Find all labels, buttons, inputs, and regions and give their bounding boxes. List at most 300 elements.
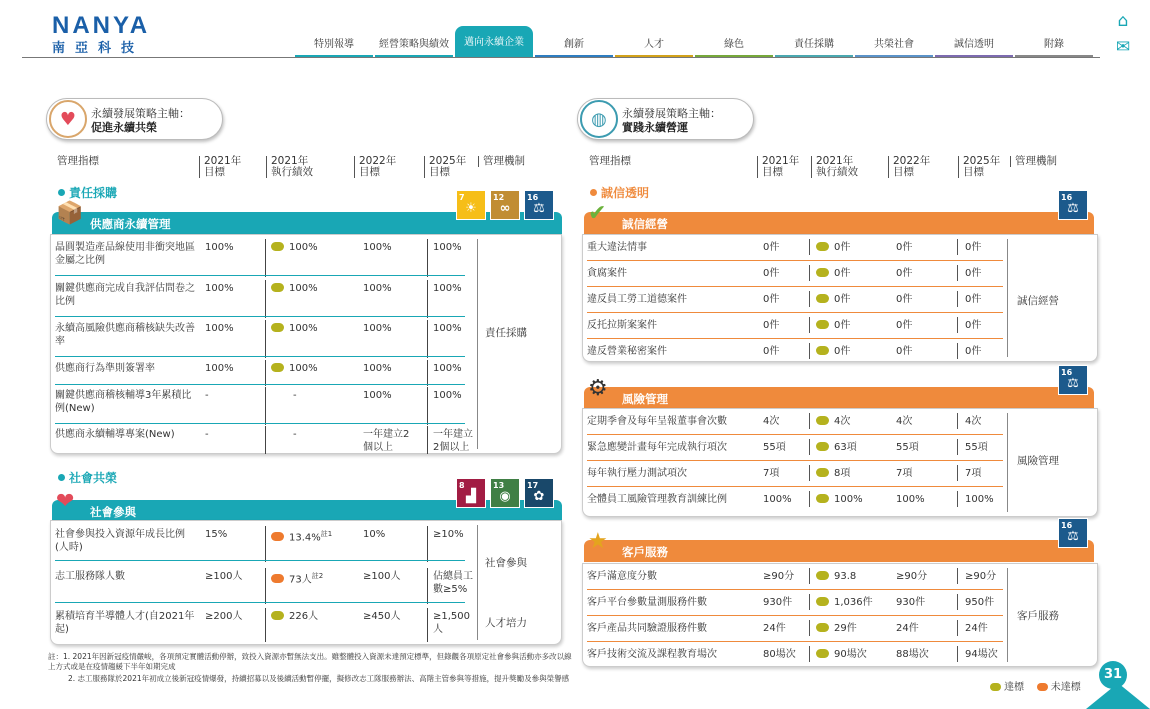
star-icon: ★ — [588, 529, 608, 554]
sdg-16-icon — [1058, 518, 1088, 548]
performance-2021 — [816, 493, 863, 506]
sdg-symbol-icon: ⚖ — [1067, 376, 1079, 391]
mechanism-label: 誠信經營 — [1017, 295, 1059, 307]
metric-name: 違反員工勞工道德案件 — [587, 294, 687, 305]
target-2022: 100% — [363, 390, 392, 401]
sdg-symbol-icon: ☀ — [465, 201, 477, 216]
sdg-number: 16 — [1061, 521, 1073, 530]
target-2022: 4次 — [896, 416, 913, 427]
table-row — [583, 267, 1013, 291]
metric-name: 緊急應變計畫每年完成執行項次 — [587, 442, 727, 453]
column-divider — [809, 265, 810, 281]
target-2025: ≥1,500人 — [433, 611, 471, 635]
performance-value: 73人 — [289, 574, 312, 586]
performance-value: 0件 — [834, 294, 851, 305]
nav-tab-8[interactable]: 誠信透明 — [935, 30, 1013, 58]
section-bar — [584, 201, 1094, 234]
metric-name: 志工服務隊人數 — [55, 571, 125, 582]
performance-value: 63項 — [834, 442, 857, 453]
performance-value: 100% — [289, 323, 318, 334]
column-header-4: 2025年 目標 — [958, 156, 1000, 178]
metric-name: 晶圓製造產品線使用非衝突地區金屬之比例 — [55, 242, 195, 266]
category-dot-icon — [58, 189, 65, 196]
mechanism-label: 社會參與 — [485, 557, 527, 569]
table-row — [583, 441, 1013, 465]
met-dot-icon — [816, 571, 829, 580]
column-divider — [957, 491, 958, 507]
category-title: 社會共榮 — [69, 471, 118, 485]
performance-2021 — [816, 441, 857, 454]
shield-check-icon: ✔ — [588, 201, 607, 226]
row-divider — [55, 356, 465, 357]
nav-tab-0[interactable]: 特別報導 — [295, 30, 373, 58]
column-divider — [957, 239, 958, 255]
row-divider — [587, 338, 1003, 339]
metric-name: 貪腐案件 — [587, 268, 627, 279]
globe-icon: ◍ — [580, 100, 618, 138]
header-divider — [22, 57, 1100, 58]
column-divider — [265, 526, 266, 562]
footnote-2: 2. 志工服務隊於2021年初成立後新冠疫情爆發，持續招募以及後續活動暫停擺，擬修改志工隊服務辦法、高階主管參與等措施，提升獎勵及參與榮譽感 — [68, 674, 570, 683]
target-2022: ≥100人 — [363, 571, 401, 582]
row-divider — [55, 602, 465, 603]
performance-value: 0件 — [834, 242, 851, 253]
column-divider — [427, 360, 428, 386]
met-dot-icon — [816, 346, 829, 355]
nav-tab-1[interactable]: 經營策略與績效 — [375, 30, 453, 58]
legend-unmet: 未達標 — [1050, 682, 1081, 693]
table-row — [583, 467, 1013, 491]
table-row — [51, 362, 481, 390]
column-header-1: 2021年 目標 — [757, 156, 799, 178]
pill-title: 實踐永續營運 — [622, 121, 688, 134]
target-2022: 24件 — [896, 623, 919, 634]
met-dot-icon — [816, 494, 829, 503]
mechanism-divider — [1007, 239, 1008, 357]
sdg-symbol-icon: ∞ — [499, 201, 511, 216]
row-divider — [587, 286, 1003, 287]
column-divider — [427, 568, 428, 604]
sdg-7-icon — [456, 190, 486, 220]
performance-2021 — [271, 570, 323, 586]
performance-2021 — [271, 241, 318, 254]
met-dot-icon — [816, 242, 829, 251]
table-row — [51, 610, 481, 646]
column-header-3: 2022年 目標 — [888, 156, 930, 178]
target-2025: 0件 — [965, 294, 982, 305]
target-2021: ≥200人 — [205, 611, 243, 622]
strategy-pill-left — [46, 98, 223, 140]
target-2022: 0件 — [896, 268, 913, 279]
target-2021: ≥100人 — [205, 571, 243, 582]
target-2025: 94場次 — [965, 649, 998, 660]
column-header-5: 管理機制 — [1010, 156, 1057, 167]
column-divider — [809, 568, 810, 584]
metric-name: 定期季會及每年呈報董事會次數 — [587, 416, 727, 427]
row-divider — [587, 312, 1003, 313]
table-row — [51, 428, 481, 458]
target-2025: 100% — [965, 494, 994, 505]
met-dot-icon — [816, 468, 829, 477]
table-row — [583, 570, 1013, 594]
home-icon[interactable]: ⌂ — [1117, 11, 1129, 31]
column-header-5: 管理機制 — [478, 156, 525, 167]
column-divider — [957, 594, 958, 610]
mechanism-divider — [1007, 413, 1008, 512]
metrics-table — [582, 408, 1098, 517]
gear-icon: ⚙ — [588, 376, 608, 401]
performance-value: 100% — [289, 242, 318, 253]
metric-name: 關鍵供應商稽核輔導3年累積比例(New) — [55, 390, 192, 414]
performance-2021 — [816, 267, 850, 280]
target-2022: 0件 — [896, 346, 913, 357]
metric-name: 供應商行為準則簽署率 — [55, 363, 155, 374]
target-2021: 0件 — [763, 268, 780, 279]
nav-tab-5[interactable]: 綠色 — [695, 30, 773, 58]
target-2022: 一年建立2個以上 — [363, 429, 410, 453]
target-2021: 0件 — [763, 320, 780, 331]
sdg-symbol-icon: ✿ — [533, 489, 545, 504]
pill-label: 永續發展策略主軸： — [91, 107, 190, 120]
sdg-8-icon — [456, 478, 486, 508]
target-2021: 100% — [205, 283, 234, 294]
column-divider — [427, 387, 428, 425]
column-divider — [427, 280, 428, 318]
category-heading — [590, 184, 649, 201]
column-divider — [265, 360, 266, 386]
performance-value: 4次 — [834, 416, 851, 427]
target-2021: 100% — [205, 323, 234, 334]
category-heading — [58, 184, 117, 201]
unmet-dot-icon — [1037, 683, 1048, 691]
met-dot-icon — [816, 597, 829, 606]
performance-2021 — [816, 319, 850, 332]
row-divider — [587, 486, 1003, 487]
row-divider — [55, 384, 465, 385]
met-dot-icon — [990, 683, 1001, 691]
column-divider — [427, 426, 428, 454]
sdg-symbol-icon: ◉ — [499, 489, 511, 504]
column-divider — [957, 465, 958, 481]
mechanism-label: 風險管理 — [1017, 455, 1059, 467]
column-divider — [265, 608, 266, 642]
pill-title: 促進永續共榮 — [91, 121, 157, 134]
performance-2021 — [271, 528, 332, 544]
metric-name: 永續高風險供應商稽核缺失改善率 — [55, 323, 195, 347]
column-divider — [265, 239, 266, 277]
target-2021: 0件 — [763, 294, 780, 305]
performance-2021 — [816, 415, 850, 428]
sdg-number: 7 — [459, 193, 465, 202]
column-divider — [957, 413, 958, 429]
target-2022: ≥450人 — [363, 611, 401, 622]
metric-name: 客戶平台參數量測服務件數 — [587, 597, 707, 608]
strategy-pill-right — [577, 98, 754, 140]
company-logo[interactable] — [52, 14, 150, 56]
performance-2021 — [816, 596, 873, 609]
row-divider — [587, 460, 1003, 461]
row-divider — [587, 641, 1003, 642]
table-row — [583, 345, 1013, 369]
metric-name: 反托拉斯案案件 — [587, 320, 657, 331]
logo-subtitle: 南亞科技 — [52, 41, 145, 56]
sdg-16-icon — [1058, 190, 1088, 220]
metric-name: 供應商永續輔導專案(New) — [55, 429, 175, 440]
row-divider — [587, 434, 1003, 435]
metric-name: 關鍵供應商完成自我評估問卷之比例 — [55, 283, 195, 307]
column-divider — [427, 320, 428, 358]
performance-2021 — [816, 648, 867, 661]
performance-2021 — [271, 322, 318, 335]
footnote-1: 註：1. 2021年因新冠疫情嚴峻，各項預定實體活動停辦，致投入資源亦暫無法支出。雖整體投入資源未達預定標準，但錄觀各項原定社會參與活動亦多改以線上方式或是在疫情趨緩下半年如期完成 — [48, 652, 572, 671]
nav-tab-9[interactable]: 附錄 — [1015, 30, 1093, 58]
footnote-ref: 註2 — [311, 572, 324, 580]
column-header-2: 2021年 執行績效 — [811, 156, 858, 178]
row-divider — [55, 560, 465, 561]
met-dot-icon — [271, 242, 284, 251]
table-row — [583, 241, 1013, 265]
category-title: 責任採購 — [69, 186, 118, 200]
column-divider — [427, 608, 428, 642]
column-divider — [957, 291, 958, 307]
sdg-13-icon — [490, 478, 520, 508]
target-2022: 100% — [363, 283, 392, 294]
performance-value: 226人 — [289, 611, 319, 622]
performance-2021 — [293, 428, 297, 441]
sdg-number: 16 — [527, 193, 539, 202]
target-2025: 950件 — [965, 597, 995, 608]
column-divider — [957, 265, 958, 281]
target-2022: 88場次 — [896, 649, 929, 660]
category-title: 誠信透明 — [601, 186, 650, 200]
met-dot-icon — [816, 268, 829, 277]
target-2025: 0件 — [965, 242, 982, 253]
sdg-number: 16 — [1061, 193, 1073, 202]
row-divider — [55, 423, 465, 424]
sdg-12-icon — [490, 190, 520, 220]
table-row — [583, 293, 1013, 317]
performance-value: - — [293, 429, 297, 440]
column-header-3: 2022年 目標 — [354, 156, 396, 178]
target-2021: 80場次 — [763, 649, 796, 660]
target-2021: 4次 — [763, 416, 780, 427]
sdg-number: 8 — [459, 481, 465, 490]
met-dot-icon — [816, 320, 829, 329]
performance-value: 8項 — [834, 468, 851, 479]
metrics-table — [50, 234, 562, 454]
target-2021: 24件 — [763, 623, 786, 634]
footnote-ref: 註1 — [320, 530, 333, 538]
nav-tab-3[interactable]: 創新 — [535, 30, 613, 58]
performance-2021 — [816, 345, 850, 358]
metric-name: 累積培育半導體人才(自2021年起) — [55, 611, 195, 635]
section-title: 社會參與 — [90, 505, 136, 519]
column-divider — [957, 317, 958, 333]
column-divider — [265, 387, 266, 425]
metric-name: 全體員工風險管理教育訓練比例 — [587, 494, 727, 505]
row-divider — [587, 615, 1003, 616]
target-2021: 0件 — [763, 242, 780, 253]
target-2022: 100% — [363, 242, 392, 253]
metric-name: 重大違法情事 — [587, 242, 647, 253]
target-2021: ≥90分 — [763, 571, 795, 582]
performance-2021 — [271, 362, 318, 375]
metrics-table — [582, 563, 1098, 667]
nav-tab-7[interactable]: 共榮社會 — [855, 30, 933, 58]
performance-2021 — [816, 570, 856, 583]
metrics-table — [50, 520, 562, 645]
performance-2021 — [816, 241, 850, 254]
performance-2021 — [816, 622, 857, 635]
mechanism-label: 責任採購 — [485, 327, 527, 339]
column-divider — [809, 646, 810, 662]
logo-wordmark: NANYA — [52, 12, 151, 39]
column-header-2: 2021年 執行績效 — [266, 156, 313, 178]
performance-value: 0件 — [834, 320, 851, 331]
column-divider — [427, 239, 428, 277]
target-2025: 7項 — [965, 468, 982, 479]
nav-tab-2[interactable]: 邁向永續企業 — [455, 26, 533, 58]
target-2021: 15% — [205, 529, 228, 540]
target-2025: 0件 — [965, 268, 982, 279]
column-divider — [957, 439, 958, 455]
target-2025: 4次 — [965, 416, 982, 427]
heart-hands-icon: ♥ — [49, 100, 87, 138]
row-divider — [55, 275, 465, 276]
met-dot-icon — [816, 416, 829, 425]
table-row — [583, 415, 1013, 439]
performance-2021 — [816, 467, 850, 480]
target-2022: 100% — [363, 363, 392, 374]
met-dot-icon — [271, 323, 284, 332]
target-2025: 55項 — [965, 442, 988, 453]
metric-name: 客戶產品共同驗證服務件數 — [587, 623, 707, 634]
target-2022: 55項 — [896, 442, 919, 453]
table-row — [583, 319, 1013, 343]
target-2021: 7項 — [763, 468, 780, 479]
sdg-17-icon — [524, 478, 554, 508]
sdg-16-icon — [1058, 365, 1088, 395]
column-header-4: 2025年 目標 — [424, 156, 466, 178]
column-divider — [957, 568, 958, 584]
row-divider — [587, 589, 1003, 590]
target-2025: ≥10% — [433, 529, 464, 540]
target-2022: ≥90分 — [896, 571, 928, 582]
performance-value: 100% — [289, 283, 318, 294]
met-dot-icon — [816, 649, 829, 658]
target-2021: 55項 — [763, 442, 786, 453]
target-2022: 0件 — [896, 294, 913, 305]
target-2022: 10% — [363, 529, 386, 540]
table-row — [583, 596, 1013, 620]
column-divider — [809, 465, 810, 481]
column-divider — [809, 413, 810, 429]
target-2025: 0件 — [965, 346, 982, 357]
target-2025: ≥90分 — [965, 571, 997, 582]
mechanism-divider — [477, 525, 478, 640]
section-title: 供應商永續管理 — [90, 217, 171, 231]
performance-2021 — [271, 282, 318, 295]
target-2021: - — [205, 390, 209, 401]
target-2021: 100% — [763, 494, 792, 505]
column-divider — [809, 491, 810, 507]
column-divider — [809, 594, 810, 610]
column-divider — [809, 291, 810, 307]
column-header-0: 管理指標 — [589, 155, 631, 167]
target-2025: 100% — [433, 283, 462, 294]
performance-value: 1,036件 — [834, 597, 873, 608]
met-dot-icon — [271, 611, 284, 620]
metrics-table — [582, 234, 1098, 362]
section-title: 客戶服務 — [622, 545, 668, 559]
target-2021: 930件 — [763, 597, 793, 608]
performance-value: 93.8 — [834, 571, 857, 582]
target-2021: - — [205, 429, 209, 440]
target-2021: 100% — [205, 363, 234, 374]
performance-2021 — [816, 293, 850, 306]
target-2021: 100% — [205, 242, 234, 253]
sdg-number: 12 — [493, 193, 505, 202]
table-row — [583, 648, 1013, 672]
column-divider — [809, 343, 810, 359]
section-title: 誠信經營 — [622, 217, 668, 231]
category-heading — [58, 469, 117, 486]
performance-value: 13.4% — [289, 532, 321, 544]
category-dot-icon — [590, 189, 597, 196]
met-dot-icon — [271, 363, 284, 372]
target-2025: 100% — [433, 390, 462, 401]
mechanism-label: 人才培力 — [485, 617, 527, 629]
performance-value: 100% — [834, 494, 863, 505]
target-2025: 佔總員工數≥5% — [433, 571, 473, 595]
met-dot-icon — [816, 442, 829, 451]
met-dot-icon — [816, 294, 829, 303]
page-number: 31 — [1099, 661, 1127, 689]
performance-value: 100% — [289, 363, 318, 374]
sdg-16-icon — [524, 190, 554, 220]
column-divider — [265, 568, 266, 604]
sdg-number: 13 — [493, 481, 505, 490]
column-divider — [265, 280, 266, 318]
target-2022: 930件 — [896, 597, 926, 608]
mechanism-divider — [477, 239, 478, 449]
sdg-symbol-icon: ⚖ — [533, 201, 545, 216]
met-dot-icon — [816, 623, 829, 632]
mail-icon[interactable]: ✉ — [1115, 37, 1131, 57]
column-divider — [427, 526, 428, 562]
performance-2021 — [293, 389, 297, 402]
unmet-dot-icon — [271, 574, 284, 583]
nav-tab-6[interactable]: 責任採購 — [775, 30, 853, 58]
column-divider — [957, 620, 958, 636]
column-header-0: 管理指標 — [57, 155, 99, 167]
performance-value: - — [293, 390, 297, 401]
performance-value: 90場次 — [834, 649, 867, 660]
footnotes — [48, 652, 578, 684]
nav-tab-4[interactable]: 人才 — [615, 30, 693, 58]
column-divider — [809, 620, 810, 636]
column-divider — [809, 439, 810, 455]
category-dot-icon — [58, 474, 65, 481]
mechanism-label: 客戶服務 — [1017, 610, 1059, 622]
sdg-symbol-icon: ▟ — [466, 489, 476, 504]
sdg-number: 16 — [1061, 368, 1073, 377]
row-divider — [55, 316, 465, 317]
sdg-symbol-icon: ⚖ — [1067, 529, 1079, 544]
target-2022: 7項 — [896, 468, 913, 479]
column-divider — [957, 343, 958, 359]
column-divider — [957, 646, 958, 662]
